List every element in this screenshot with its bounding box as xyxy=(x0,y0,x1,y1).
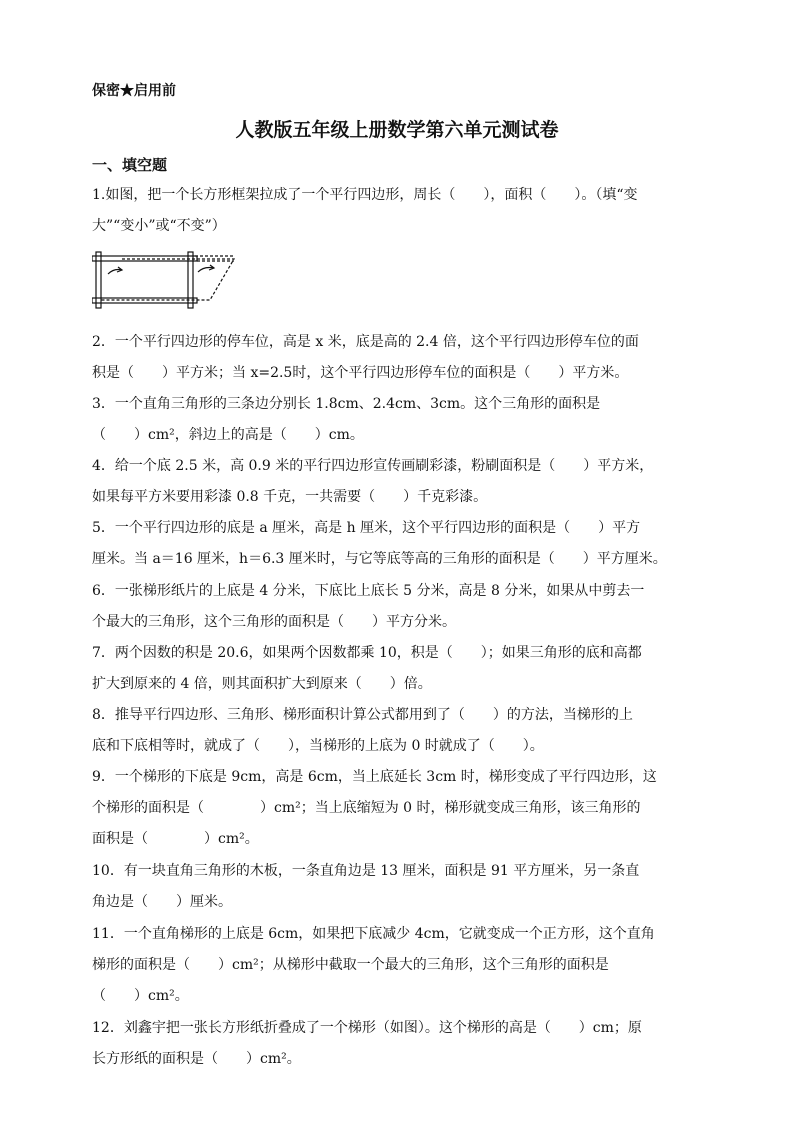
confidential-label: 保密★启用前 xyxy=(92,83,176,99)
question-5 xyxy=(92,513,704,575)
question-3 xyxy=(92,389,704,451)
right-arrow-icon xyxy=(198,268,214,273)
question-line: 4．给一个底 2.5 米，高 0.9 米的平行四边形宣传画刷彩漆，粉刷面积是（ ）平方米， xyxy=(92,458,654,474)
question-line: 面积是（ ）cm²。 xyxy=(92,831,259,847)
question-line: 9．一个梯形的下底是 9cm，高是 6cm，当上底延长 3cm 时，梯形变成了平行四边形，这 xyxy=(92,769,657,785)
question-6 xyxy=(92,576,704,638)
question-line: 10．有一块直角三角形的木板，一条直角边是 13 厘米，面积是 91 平方厘米，另一条直 xyxy=(92,863,640,879)
page-title: 人教版五年级上册数学第六单元测试卷 xyxy=(235,119,559,141)
parallelogram-dashed xyxy=(100,259,234,300)
question-4 xyxy=(92,451,704,513)
question-line: 积是（ ）平方米；当 x=2.5时，这个平行四边形停车位的面积是（ ）平方米。 xyxy=(92,365,629,381)
question-line: 2．一个平行四边形的停车位，高是 x 米，底是高的 2.4 倍，这个平行四边形停车位的面 xyxy=(92,334,639,350)
question-9 xyxy=(92,762,704,855)
left-arrow-icon xyxy=(108,270,122,275)
question-line: 3．一个直角三角形的三条边分别长 1.8cm、2.4cm、3cm。这个三角形的面积是 xyxy=(92,396,601,412)
question-line: 8．推导平行四边形、三角形、梯形面积计算公式都用到了（ ）的方法，当梯形的上 xyxy=(92,707,633,723)
question-10 xyxy=(92,856,704,918)
question-line: 个梯形的面积是（ ）cm²；当上底缩短为 0 时，梯形就变成三角形，该三角形的 xyxy=(92,800,641,816)
question-line: 厘米。当 a＝16 厘米，h＝6.3 厘米时，与它等底等高的三角形的面积是（ ）平方厘米。 xyxy=(92,551,667,567)
question-line: 扩大到原来的 4 倍，则其面积扩大到原来（ ）倍。 xyxy=(92,676,432,692)
question-line: 个最大的三角形，这个三角形的面积是（ ）平方分米。 xyxy=(92,614,456,630)
question-7 xyxy=(92,638,704,700)
question-line: 长方形纸的面积是（ ）cm²。 xyxy=(92,1051,301,1067)
question-line: 大”“变小”或“不变”） xyxy=(92,218,226,234)
frame-left-post xyxy=(96,252,101,308)
frame-figure xyxy=(92,250,242,310)
question-line: 底和下底相等时，就成了（ ），当梯形的上底为 0 时就成了（ ）。 xyxy=(92,738,544,754)
question-line: 11．一个直角梯形的上底是 6cm，如果把下底减少 4cm，它就变成一个正方形，这个直角 xyxy=(92,926,655,942)
question-line: 梯形的面积是（ ）cm²；从梯形中截取一个最大的三角形，这个三角形的面积是 xyxy=(92,957,609,973)
question-line: 12．刘鑫宇把一张长方形纸折叠成了一个梯形（如图）。这个梯形的高是（ ）cm；原 xyxy=(92,1020,642,1036)
question-2 xyxy=(92,327,704,389)
section-heading: 一、填空题 xyxy=(92,156,168,174)
question-1 xyxy=(92,180,704,242)
question-line: 7．两个因数的积是 20.6，如果两个因数都乘 10，积是（ ）；如果三角形的底和高都 xyxy=(92,645,642,661)
question-line: （ ）cm²，斜边上的高是（ ）cm。 xyxy=(92,427,364,443)
question-line: （ ）cm²。 xyxy=(92,988,189,1004)
question-line: 角边是（ ）厘米。 xyxy=(92,894,232,910)
question-line: 5．一个平行四边形的底是 a 厘米，高是 h 厘米，这个平行四边形的面积是（ ）平方 xyxy=(92,520,641,536)
question-8 xyxy=(92,700,704,762)
question-11 xyxy=(92,919,704,1012)
question-line: 如果每平方米要用彩漆 0.8 千克，一共需要（ ）千克彩漆。 xyxy=(92,489,488,505)
question-line: 1.如图，把一个长方形框架拉成了一个平行四边形，周长（ ），面积（ ）。（填“变 xyxy=(92,187,638,203)
question-12 xyxy=(92,1013,704,1075)
question-line: 6．一张梯形纸片的上底是 4 分米，下底比上底长 5 分米，高是 8 分米，如果从中剪去一 xyxy=(92,583,645,599)
